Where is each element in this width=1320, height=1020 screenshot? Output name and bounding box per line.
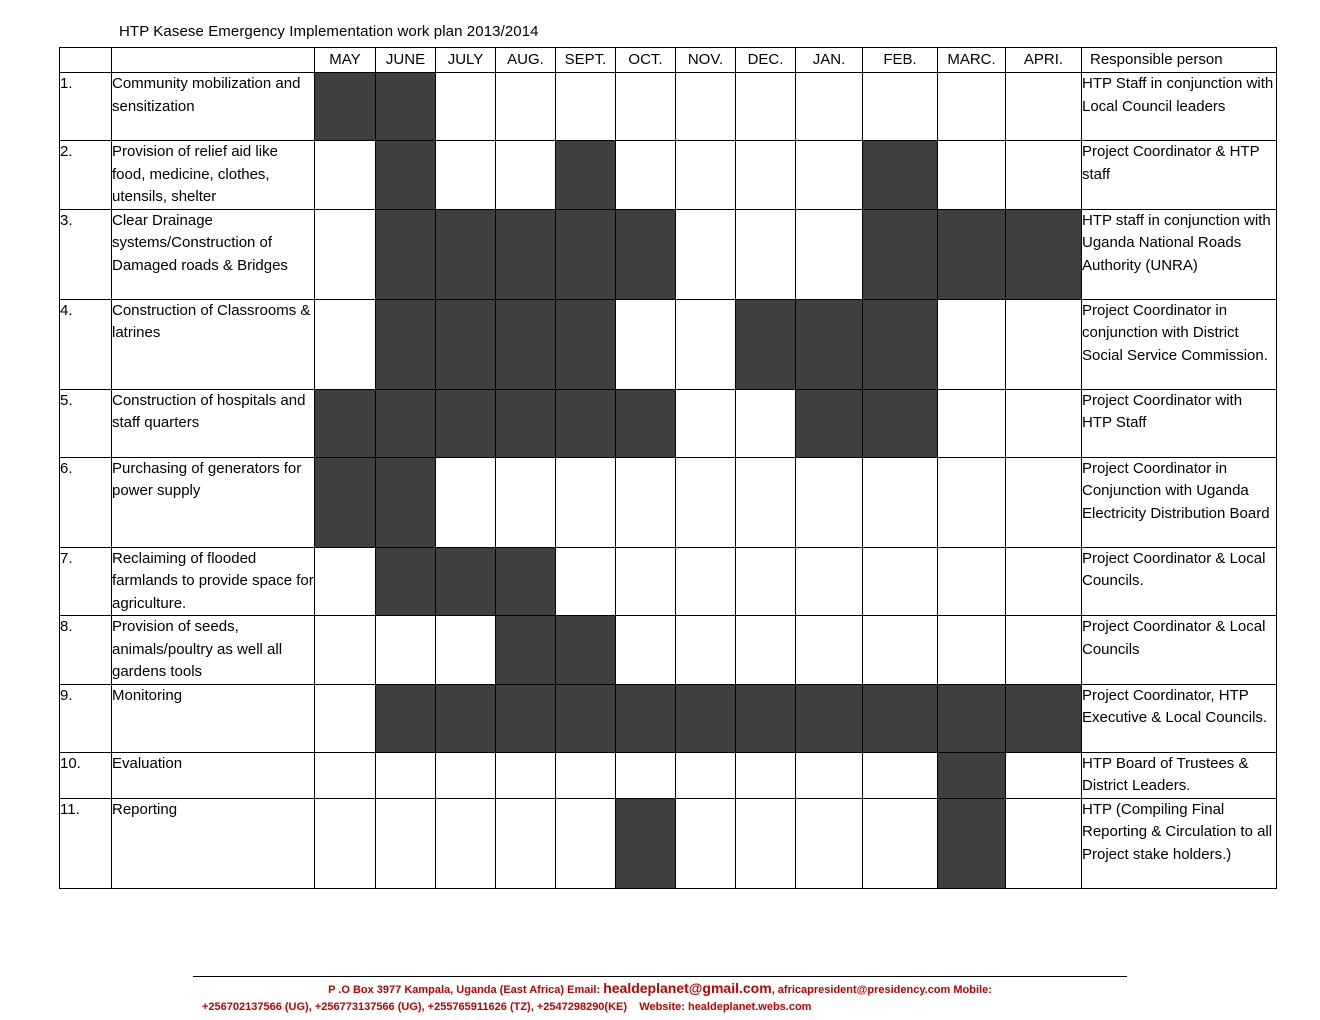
month-cell-active	[376, 73, 436, 141]
month-cell	[376, 752, 436, 798]
month-cell-active	[436, 389, 496, 457]
month-cell	[863, 457, 938, 547]
month-cell-active	[556, 389, 616, 457]
month-cell	[315, 684, 376, 752]
table-row	[60, 684, 1277, 752]
month-cell-active	[556, 299, 616, 389]
activity-cell: Provision of seeds, animals/poultry as well all gardens tools	[112, 616, 315, 685]
month-cell-active	[436, 209, 496, 299]
month-cell	[616, 547, 676, 616]
row-number: 2.	[60, 141, 112, 210]
footer-website: healdeplanet.webs.com	[687, 1001, 812, 1013]
month-cell	[938, 457, 1006, 547]
month-cell-active	[376, 299, 436, 389]
header-row	[60, 48, 1277, 73]
month-cell	[436, 457, 496, 547]
month-header: OCT.	[616, 48, 676, 73]
month-cell	[676, 299, 736, 389]
row-number: 3.	[60, 209, 112, 299]
month-cell	[796, 616, 863, 685]
month-cell	[556, 457, 616, 547]
month-cell	[556, 752, 616, 798]
month-cell	[736, 73, 796, 141]
month-cell	[1006, 141, 1082, 210]
month-cell	[556, 73, 616, 141]
responsible-cell: Project Coordinator & Local Councils	[1082, 616, 1277, 685]
activity-cell: Evaluation	[112, 752, 315, 798]
month-cell	[496, 752, 556, 798]
responsible-cell: HTP (Compiling Final Reporting & Circulation to all Project stake holders.)	[1082, 798, 1277, 888]
month-cell	[496, 73, 556, 141]
month-cell	[676, 209, 736, 299]
month-cell	[796, 141, 863, 210]
month-cell-active	[863, 209, 938, 299]
table-row	[60, 73, 1277, 141]
row-number: 4.	[60, 299, 112, 389]
month-cell-active	[863, 684, 938, 752]
footer-email-secondary: , africapresident@presidency.com Mobile:	[771, 984, 992, 996]
month-cell	[1006, 616, 1082, 685]
month-cell	[315, 141, 376, 210]
footer-phones: +256702137566 (UG), +256773137566 (UG), +255765911626 (TZ), +2547298290(KE)	[202, 1001, 628, 1013]
activity-cell: Construction of Classrooms & latrines	[112, 299, 315, 389]
month-cell	[676, 141, 736, 210]
month-cell-active	[863, 389, 938, 457]
month-cell	[796, 457, 863, 547]
month-cell	[736, 752, 796, 798]
table-row	[60, 299, 1277, 389]
activity-cell: Reclaiming of flooded farmlands to provide space for agriculture.	[112, 547, 315, 616]
month-cell	[863, 798, 938, 888]
month-cell	[938, 547, 1006, 616]
row-number: 9.	[60, 684, 112, 752]
row-number: 1.	[60, 73, 112, 141]
month-header: JUNE	[376, 48, 436, 73]
month-cell-active	[1006, 684, 1082, 752]
month-cell	[1006, 389, 1082, 457]
month-cell-active	[496, 684, 556, 752]
activity-cell: Community mobilization and sensitization	[112, 73, 315, 141]
responsible-cell: Project Coordinator in conjunction with District Social Service Commission.	[1082, 299, 1277, 389]
month-cell	[863, 616, 938, 685]
responsible-cell: Project Coordinator with HTP Staff	[1082, 389, 1277, 457]
activity-cell: Clear Drainage systems/Construction of Damaged roads & Bridges	[112, 209, 315, 299]
row-number: 7.	[60, 547, 112, 616]
month-cell-active	[556, 616, 616, 685]
month-cell	[315, 209, 376, 299]
month-header: JAN.	[796, 48, 863, 73]
month-cell	[436, 752, 496, 798]
table-row	[60, 752, 1277, 798]
month-header: MARC.	[938, 48, 1006, 73]
month-cell	[556, 798, 616, 888]
activity-cell: Reporting	[112, 798, 315, 888]
month-cell	[616, 141, 676, 210]
month-cell	[736, 798, 796, 888]
month-cell	[616, 299, 676, 389]
responsible-cell: Project Coordinator, HTP Executive & Local Councils.	[1082, 684, 1277, 752]
month-cell	[796, 547, 863, 616]
row-number: 11.	[60, 798, 112, 888]
month-cell	[796, 73, 863, 141]
month-cell-active	[436, 547, 496, 616]
month-cell-active	[376, 141, 436, 210]
month-cell-active	[556, 209, 616, 299]
table-row	[60, 547, 1277, 616]
table-row	[60, 389, 1277, 457]
table-row	[60, 141, 1277, 210]
month-cell-active	[616, 798, 676, 888]
table-row	[60, 616, 1277, 685]
month-cell-active	[616, 684, 676, 752]
month-header: MAY	[315, 48, 376, 73]
month-cell-active	[938, 209, 1006, 299]
month-cell-active	[376, 684, 436, 752]
responsible-cell: Project Coordinator in Conjunction with Uganda Electricity Distribution Board	[1082, 457, 1277, 547]
month-cell-active	[556, 684, 616, 752]
month-cell-active	[496, 547, 556, 616]
responsible-cell: HTP staff in conjunction with Uganda National Roads Authority (UNRA)	[1082, 209, 1277, 299]
month-cell	[436, 141, 496, 210]
footer-divider	[193, 976, 1127, 977]
row-number: 5.	[60, 389, 112, 457]
footer-email-primary: healdeplanet@gmail.com	[603, 980, 772, 996]
month-cell	[556, 547, 616, 616]
month-cell	[315, 752, 376, 798]
month-cell	[616, 752, 676, 798]
month-cell	[496, 141, 556, 210]
month-cell-active	[376, 389, 436, 457]
activity-cell: Monitoring	[112, 684, 315, 752]
month-cell-active	[616, 389, 676, 457]
month-cell-active	[376, 547, 436, 616]
month-cell	[1006, 547, 1082, 616]
footer-contact-line1	[193, 980, 1127, 996]
month-cell	[796, 752, 863, 798]
month-header: AUG.	[496, 48, 556, 73]
responsible-cell: HTP Staff in conjunction with Local Council leaders	[1082, 73, 1277, 141]
activity-cell: Construction of hospitals and staff quarters	[112, 389, 315, 457]
month-cell	[938, 299, 1006, 389]
month-cell-active	[676, 684, 736, 752]
month-cell-active	[796, 389, 863, 457]
month-cell	[1006, 798, 1082, 888]
row-number: 6.	[60, 457, 112, 547]
month-cell-active	[315, 73, 376, 141]
month-cell-active	[796, 684, 863, 752]
month-cell-active	[796, 299, 863, 389]
month-header: JULY	[436, 48, 496, 73]
month-cell	[496, 457, 556, 547]
month-cell	[736, 389, 796, 457]
month-cell-active	[863, 141, 938, 210]
month-cell-active	[556, 141, 616, 210]
responsible-cell: HTP Board of Trustees & District Leaders.	[1082, 752, 1277, 798]
responsible-cell: Project Coordinator & Local Councils.	[1082, 547, 1277, 616]
month-cell	[938, 141, 1006, 210]
month-cell	[496, 798, 556, 888]
month-cell-active	[376, 457, 436, 547]
table-row	[60, 457, 1277, 547]
month-header: NOV.	[676, 48, 736, 73]
month-cell	[376, 798, 436, 888]
month-cell	[1006, 752, 1082, 798]
month-cell-active	[938, 798, 1006, 888]
month-cell	[676, 547, 736, 616]
header-activity	[112, 48, 315, 73]
month-cell	[796, 209, 863, 299]
activity-cell: Provision of relief aid like food, medicine, clothes, utensils, shelter	[112, 141, 315, 210]
month-cell	[315, 299, 376, 389]
month-cell-active	[736, 684, 796, 752]
month-cell	[376, 616, 436, 685]
month-cell	[1006, 457, 1082, 547]
month-cell	[676, 752, 736, 798]
month-header: APRI.	[1006, 48, 1082, 73]
month-cell	[938, 73, 1006, 141]
row-number: 10.	[60, 752, 112, 798]
month-cell-active	[1006, 209, 1082, 299]
month-cell-active	[376, 209, 436, 299]
month-cell	[676, 389, 736, 457]
table-row	[60, 798, 1277, 888]
month-cell-active	[315, 389, 376, 457]
month-cell	[676, 73, 736, 141]
footer-contact-line2	[202, 1001, 811, 1013]
month-header: DEC.	[736, 48, 796, 73]
month-cell-active	[616, 209, 676, 299]
plan-body	[60, 73, 1277, 889]
month-cell	[315, 547, 376, 616]
month-cell-active	[436, 299, 496, 389]
month-cell	[315, 616, 376, 685]
header-num	[60, 48, 112, 73]
month-cell-active	[938, 684, 1006, 752]
month-cell-active	[496, 209, 556, 299]
month-cell	[1006, 299, 1082, 389]
work-plan-table	[59, 47, 1277, 889]
activity-cell: Purchasing of generators for power supply	[112, 457, 315, 547]
month-cell	[436, 798, 496, 888]
month-cell	[736, 547, 796, 616]
month-cell	[736, 616, 796, 685]
month-cell	[736, 457, 796, 547]
month-cell-active	[315, 457, 376, 547]
footer-website-label: Website:	[639, 1001, 688, 1013]
month-cell	[616, 457, 676, 547]
responsible-cell: Project Coordinator & HTP staff	[1082, 141, 1277, 210]
header-responsible: Responsible person	[1082, 48, 1277, 73]
month-cell	[616, 73, 676, 141]
month-cell-active	[938, 752, 1006, 798]
month-cell	[1006, 73, 1082, 141]
month-cell-active	[736, 299, 796, 389]
month-cell	[436, 73, 496, 141]
month-cell-active	[496, 299, 556, 389]
month-cell	[676, 457, 736, 547]
month-cell	[616, 616, 676, 685]
month-cell	[676, 616, 736, 685]
month-cell	[938, 389, 1006, 457]
table-row	[60, 209, 1277, 299]
month-cell	[436, 616, 496, 685]
month-cell	[863, 547, 938, 616]
month-cell	[863, 73, 938, 141]
month-cell	[676, 798, 736, 888]
page-title: HTP Kasese Emergency Implementation work plan 2013/2014	[119, 23, 539, 40]
month-header: FEB.	[863, 48, 938, 73]
month-cell-active	[863, 299, 938, 389]
month-header: SEPT.	[556, 48, 616, 73]
month-cell-active	[436, 684, 496, 752]
month-cell	[736, 209, 796, 299]
month-cell	[736, 141, 796, 210]
row-number: 8.	[60, 616, 112, 685]
month-cell-active	[496, 389, 556, 457]
month-cell-active	[496, 616, 556, 685]
month-cell	[863, 752, 938, 798]
month-cell	[315, 798, 376, 888]
month-cell	[796, 798, 863, 888]
month-cell	[938, 616, 1006, 685]
footer-address: P .O Box 3977 Kampala, Uganda (East Africa) Email:	[328, 984, 604, 996]
